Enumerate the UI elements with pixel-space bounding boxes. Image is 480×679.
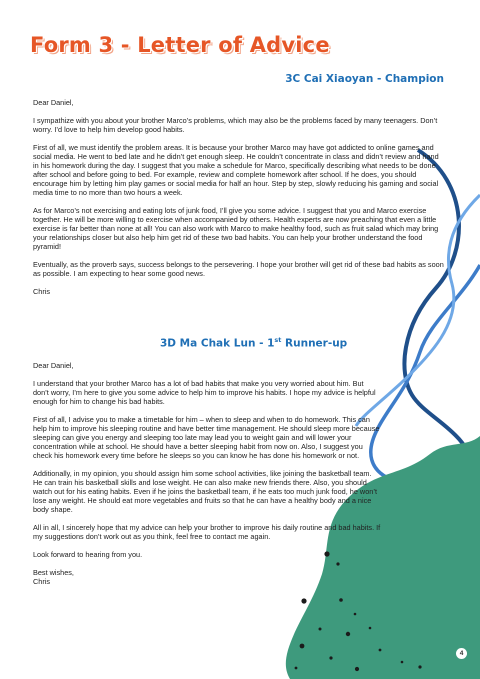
heading-text: 3C Cai Xiaoyan - Champion xyxy=(285,73,444,85)
letter-paragraph: I understand that your brother Marco has a lot of bad habits that make you very worried about him. But don’t worry, I’m here to give you some advice to help him to improve his habits. I hope my advice is helpful enough for him to change his bad habits. xyxy=(33,379,376,406)
letter-paragraph: Eventually, as the proverb says, success belongs to the persevering. I hope your brother will get rid of these bad habits as soon as possible. I am expecting to hear some good news. xyxy=(33,260,444,278)
letter-paragraph: First of all, I advise you to make a timetable for him – when to sleep and when to do homework. This can help him to improve his sleeping routine and have better time management. He should sleep more because sleeping can give you energy and sleeping too late may lead you to weight gain and will lower your concentration while at school. He should have a better sleeping habit from now on. Also, I suggest you check his homework every time before he sleeps so you can know he has done his homework or not. xyxy=(33,415,380,460)
page-number: 4 xyxy=(456,648,467,659)
letter-paragraph: All in all, I sincerely hope that my advice can help your brother to improve his daily routine and bad habits. If my suggestions don’t work out as you think, feel free to contact me again. xyxy=(33,523,381,541)
heading-text-rest: Runner-up xyxy=(281,337,348,350)
section-heading-champion xyxy=(285,73,444,85)
letter-paragraph: First of all, we must identify the problem areas. It is because your brother Marco may have got addicted to online games and social media. He went to bed late and he didn’t get enough sleep. He couldn’t concentrate in class and didn’t review and hand in his homework during the day. I suggest that you make a schedule for Marco, specifically describing what needs to be done after school and before going to bed. For example, review and complete homework after school. If he does, you should encourage him by letting him play games or social media for half an hour. Step by step, slowly reducing his gaming and social media time to no more than two hours a week. xyxy=(33,143,439,197)
section-heading-runner-up xyxy=(160,336,347,350)
heading-text: 3D Ma Chak Lun - 1 xyxy=(160,337,275,350)
letter-champion xyxy=(33,98,445,305)
heading-superscript: st xyxy=(274,336,282,344)
letter-paragraph: Look forward to hearing from you. xyxy=(33,550,143,559)
letter-paragraph: Additionally, in my opinion, you should assign him some school activities, like joining the basketball team. He can train his basketball skills and lose weight. He can also make new friends there. Also, you should watch out for his eating habits. Even if he joins the basketball team, if he eats too much junk food, he won’t lose any weight. He should eat more vegetables and fruits so that he can have a healthy body and a nice body shape. xyxy=(33,469,377,514)
letter-paragraph: I sympathize with you about your brother Marco’s problems, which may also be the problems faced by many teenagers. Don’t worry. I’d love to help him develop good habits. xyxy=(33,116,438,134)
letter-closing: Best wishes, xyxy=(33,568,74,577)
letter-greeting: Dear Daniel, xyxy=(33,98,74,107)
letter-paragraph: As for Marco’s not exercising and eating lots of junk food, I’ll give you some advice. I suggest that you and Marco exercise together. He will be more willing to exercise when accompanied by others. Health experts are now preaching that even a little exercise is far better than none at all! You can also work with Marco to make healthy food, such as fruit salad which may bring your relationships closer but also help him get rid of these two bad habits. You can help your brother understand the food pyramid! xyxy=(33,206,439,251)
letter-signature: Chris xyxy=(33,287,51,296)
letter-greeting: Dear Daniel, xyxy=(33,361,74,370)
page-title: Form 3 - Letter of Advice xyxy=(30,33,330,57)
letter-signature: Chris xyxy=(33,577,51,586)
letter-runner-up xyxy=(33,361,381,595)
